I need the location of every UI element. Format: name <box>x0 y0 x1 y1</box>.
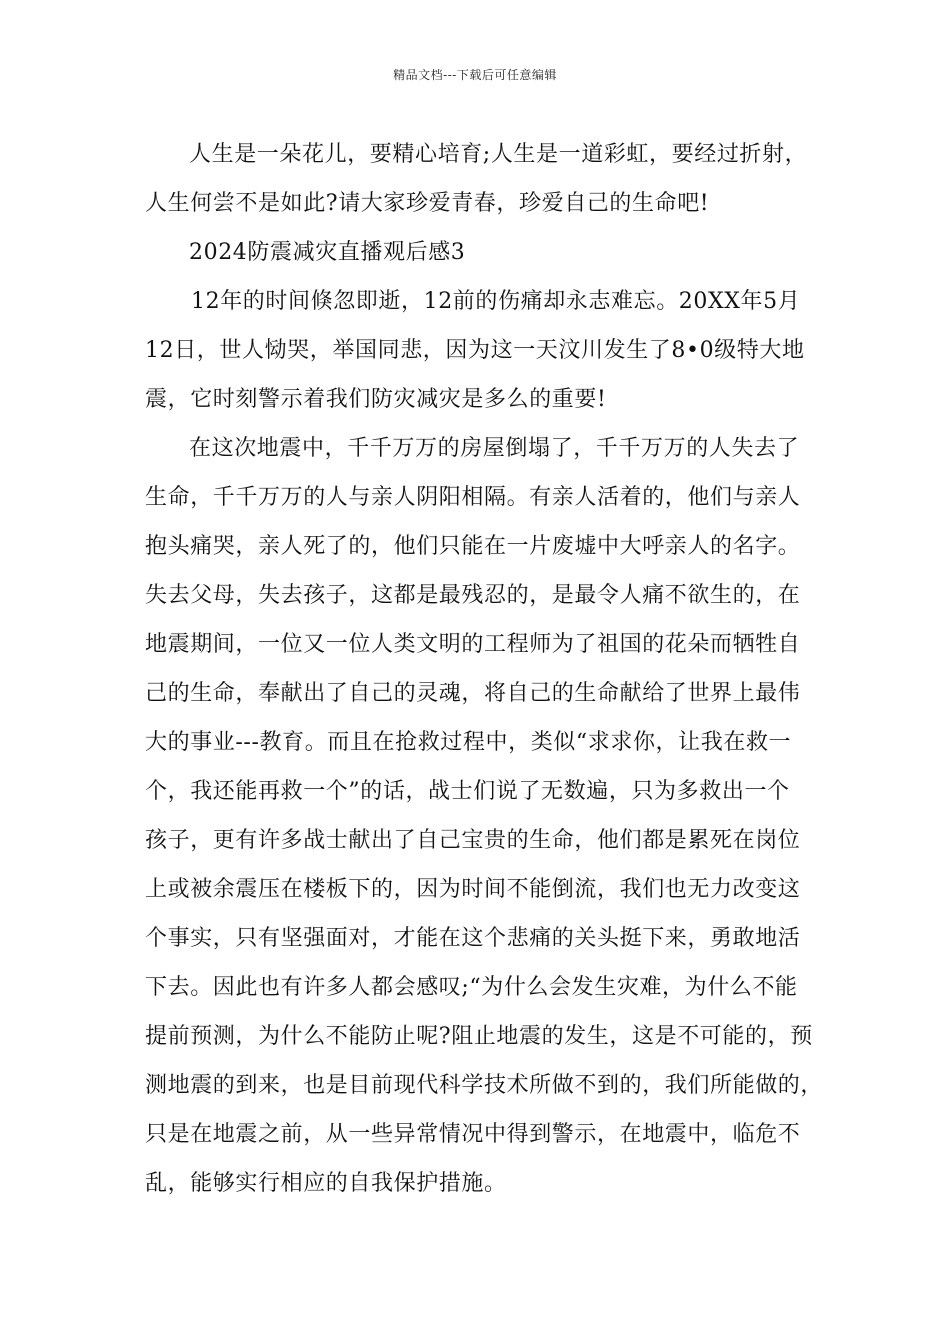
document-body <box>145 130 825 1208</box>
text-line: 在这次地震中，千千万万的房屋倒塌了，千千万万的人失去了 <box>189 436 800 461</box>
text-line: 乱，能够实行相应的自我保护措施。 <box>145 1171 507 1196</box>
text-line: 己的生命，奉献出了自己的灵魂，将自己的生命献给了世界上最伟 <box>145 681 801 706</box>
text-line: 抱头痛哭，亲人死了的，他们只能在一片废墟中大呼亲人的名字。 <box>145 534 801 559</box>
text-line: 震，它时刻警示着我们防灾减灾是多么的重要! <box>145 387 607 412</box>
text-line: 12日，世人恸哭，举国同悲，因为这一天汶川发生了8•0级特大地 <box>145 338 805 363</box>
text-line: 个事实，只有坚强面对，才能在这个悲痛的关头挺下来，勇敢地活 <box>145 926 801 951</box>
section-title: 2024防震减灾直播观后感3 <box>189 240 466 265</box>
text-line: 人生是一朵花儿，要精心培育;人生是一道彩虹，要经过折射， <box>189 142 808 167</box>
text-line: 提前预测，为什么不能防止呢?阻止地震的发生，这是不可能的，预 <box>145 1024 813 1049</box>
text-line: 地震期间，一位又一位人类文明的工程师为了祖国的花朵而牺牲自 <box>145 632 801 657</box>
text-line: 个，我还能再救一个”的话，战士们说了无数遍，只为多救出一个 <box>145 779 790 804</box>
text-line: 大的事业---教育。而且在抢救过程中，类似“求求你，让我在救一 <box>145 730 792 755</box>
text-line: 只是在地震之前，从一些异常情况中得到警示，在地震中，临危不 <box>145 1122 801 1147</box>
page-header: 精品文档---下载后可任意编辑 <box>393 68 557 82</box>
text-line: 上或被余震压在楼板下的，因为时间不能倒流，我们也无力改变这 <box>145 877 801 902</box>
text-line: 下去。因此也有许多人都会感叹;“为什么会发生灾难，为什么不能 <box>145 975 798 1000</box>
text-line: 生命，千千万万的人与亲人阴阳相隔。有亲人活着的，他们与亲人 <box>145 485 801 510</box>
text-line: 人生何尝不是如此?请大家珍爱青春，珍爱自己的生命吧! <box>145 191 710 216</box>
text-line: 孩子，更有许多战士献出了自己宝贵的生命，他们都是累死在岗位 <box>145 828 801 853</box>
text-line: 失去父母，失去孩子，这都是最残忍的，是最令人痛不欲生的，在 <box>145 583 801 608</box>
text-line: 12年的时间倏忽即逝，12前的伤痛却永志难忘。20XX年5月 <box>191 289 801 314</box>
text-line: 测地震的到来，也是目前现代科学技术所做不到的，我们所能做的， <box>145 1073 824 1098</box>
